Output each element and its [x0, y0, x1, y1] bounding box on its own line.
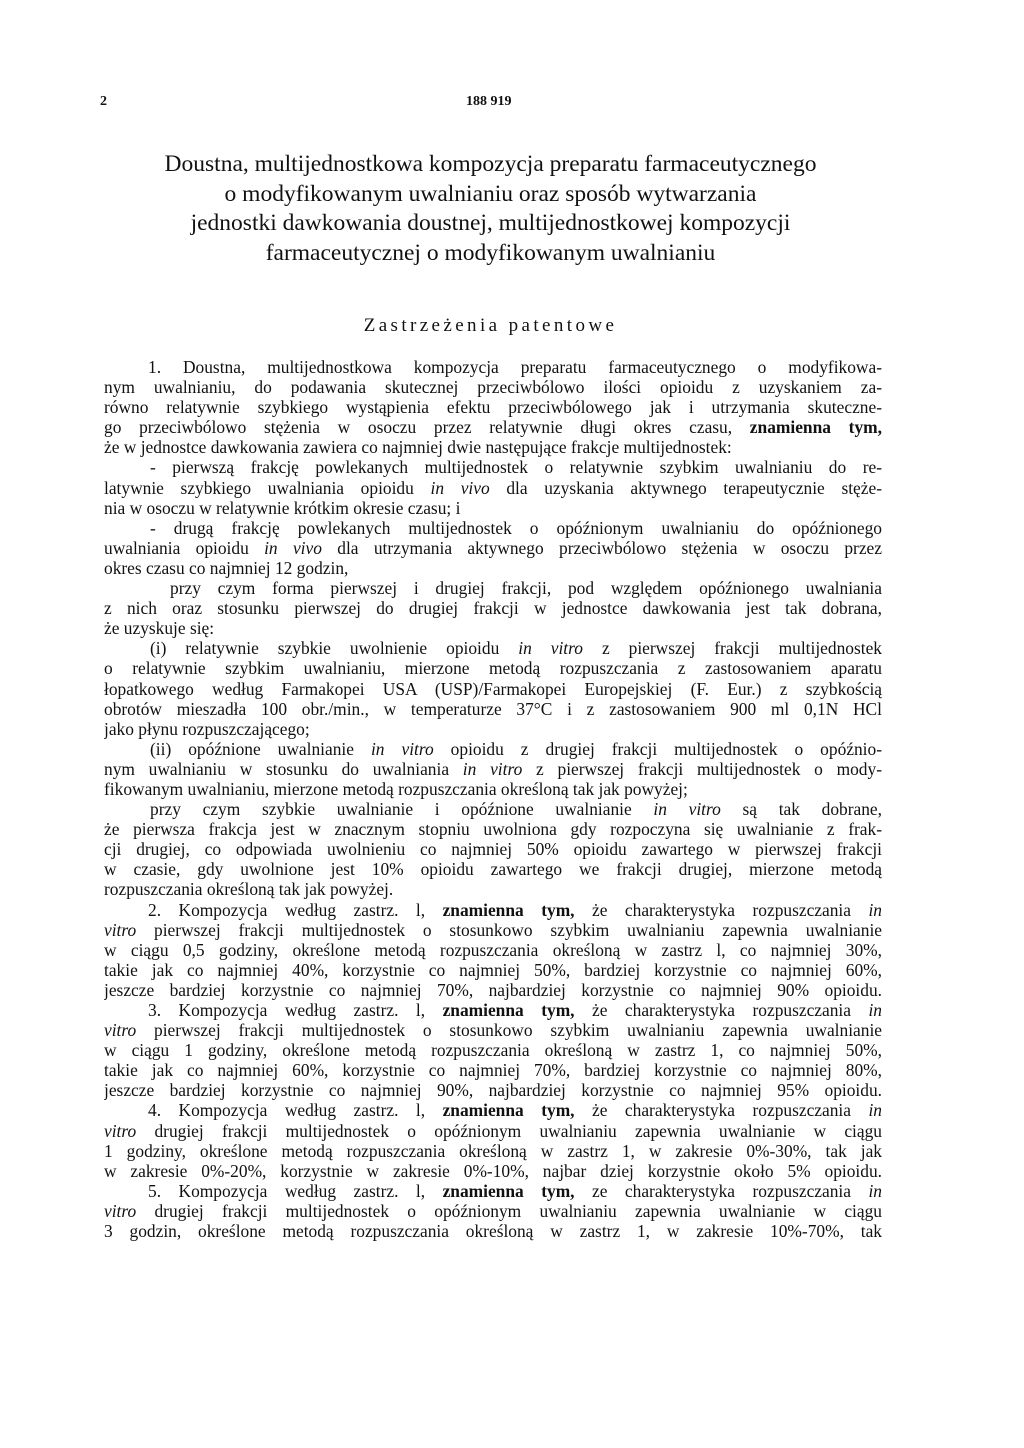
text-line: rozpuszczania określoną tak jak powyżej.	[104, 879, 394, 900]
text-line: vitro pierwszej frakcji multijednostek o stosunkowo szybkim uwalnianiu zapewnia uwalnianie	[104, 919, 882, 940]
text-line: o relatywnie szybkim uwalnianiu, mierzone metodą rozpuszczania z zastosowaniem aparatu	[104, 658, 882, 679]
text-line: obrotów mieszadła 100 obr./min., w temperaturze 37°C i z zastosowaniem 900 ml 0,1N HCl	[104, 698, 882, 719]
text-line: jeszcze bardziej korzystnie co najmniej 70%, najbardziej korzystnie co najmniej 90% opioidu.	[104, 979, 882, 1000]
text-line: w ciągu 1 godziny, określone metodą rozpuszczania określoną w zastrz 1, co najmniej 50%,	[104, 1040, 882, 1061]
title-line: farmaceutycznej o modyfikowanym uwalnianiu	[265, 239, 716, 266]
text-line: 3. Kompozycja według zastrz. l, znamienna tym, że charakterystyka rozpuszczania in	[148, 1000, 882, 1020]
text-line: vitro drugiej frakcji multijednostek o opóźnionym uwalnianiu zapewnia uwalnianie w ciągu	[104, 1120, 882, 1141]
claims-body	[104, 357, 882, 1241]
text-line: nia w osoczu w relatywnie krótkim okresie czasu; i	[104, 497, 461, 518]
text-line: że pierwsza frakcja jest w znacznym stopniu uwolniona gdy rozpoczyna się uwalnianie z frak-	[104, 819, 882, 840]
text-line: cji drugiej, co odpowiada uwolnieniu co najmniej 50% opioidu zawartego w pierwszej frakcji	[104, 839, 882, 860]
patent-number: 188 919	[466, 94, 512, 109]
title-line: o modyfikowanym uwalnianiu oraz sposób wytwarzania	[224, 180, 757, 207]
text-line: uwalniania opioidu in vivo dla utrzymania aktywnego przeciwbólowo stężenia w osoczu przez	[104, 537, 882, 558]
text-line: równo relatywnie szybkiego wystąpienia efektu przeciwbólowego jak i utrzymania skuteczne-	[104, 397, 882, 418]
title-line: Doustna, multijednostkowa kompozycja preparatu farmaceutycznego	[164, 151, 817, 177]
text-line: że w jednostce dawkowania zawiera co najmniej dwie następujące frakcje multijednostek:	[104, 437, 732, 458]
text-line: łopatkowego według Farmakopei USA (USP)/Farmakopei Europejskiej (F. Eur.) z szybkością	[104, 678, 882, 699]
text-line: 5. Kompozycja według zastrz. l, znamienna tym, ze charakterystyka rozpuszczania in	[148, 1180, 882, 1201]
text-line: przy czym szybkie uwalnianie i opóźnione uwalnianie in vitro są tak dobrane,	[150, 799, 882, 820]
text-line: 2. Kompozycja według zastrz. l, znamienna tym, że charakterystyka rozpuszczania in	[148, 899, 882, 920]
text-line: że uzyskuje się:	[104, 618, 215, 639]
page-header	[100, 94, 880, 116]
text-line: go przeciwbólowo stężenia w osoczu przez relatywnie długi okres czasu, znamienna tym,	[104, 417, 882, 438]
text-line: vitro drugiej frakcji multijednostek o opóźnionym uwalnianiu zapewnia uwalnianie w ciągu	[104, 1200, 882, 1221]
text-line: takie jak co najmniej 40%, korzystnie co najmniej 50%, bardziej korzystnie co najmniej 60%,	[104, 959, 882, 980]
text-line: fikowanym uwalnianiu, mierzone metodą rozpuszczania określoną tak jak powyżej;	[104, 778, 688, 799]
text-line: vitro pierwszej frakcji multijednostek o stosunkowo szybkim uwalnianiu zapewnia uwalnianie	[104, 1020, 882, 1041]
text-line: - pierwszą frakcję powlekanych multijednostek o relatywnie szybkim uwalnianiu do re-	[150, 457, 882, 478]
text-line: okres czasu co najmniej 12 godzin,	[104, 557, 349, 578]
text-line: w czasie, gdy uwolnione jest 10% opioidu zawartego we frakcji drugiej, mierzone metodą	[104, 859, 882, 880]
text-line: z nich oraz stosunku pierwszej do drugiej frakcji w jednostce dawkowania jest tak dobrana,	[104, 598, 882, 619]
text-line: 4. Kompozycja według zastrz. l, znamienna tym, że charakterystyka rozpuszczania in	[148, 1100, 882, 1121]
text-line: przy czym forma pierwszej i drugiej frakcji, pod względem opóźnionego uwalniania	[170, 578, 882, 599]
text-line: 3 godzin, określone metodą rozpuszczania określoną w zastrz 1, w zakresie 10%-70%, tak	[104, 1221, 882, 1242]
page-number: 2	[100, 94, 107, 109]
text-line: jako płynu rozpuszczającego;	[104, 718, 310, 739]
text-line: w ciągu 0,5 godziny, określone metodą rozpuszczania określoną w zastrz l, co najmniej 30%,	[104, 939, 882, 960]
text-line: latywnie szybkiego uwalniania opioidu in vivo dla uzyskania aktywnego terapeutycznie stęże-	[104, 477, 882, 498]
claims-heading: Zastrzeżenia patentowe	[363, 315, 618, 336]
text-line: 1. Doustna, multijednostkowa kompozycja preparatu farmaceutycznego o modyfikowa-	[148, 357, 882, 377]
text-line: nym uwalnianiu, do podawania skutecznej przeciwbólowo ilości opioidu z uzyskaniem za-	[104, 377, 882, 398]
title-line: jednostki dawkowania doustnej, multijednostkowej kompozycji	[190, 210, 791, 236]
text-line: (i) relatywnie szybkie uwolnienie opioidu in vitro z pierwszej frakcji multijednostek	[150, 638, 882, 659]
text-line: jeszcze bardziej korzystnie co najmniej 90%, najbardziej korzystnie co najmniej 95% opioidu.	[104, 1080, 882, 1101]
text-line: takie jak co najmniej 60%, korzystnie co najmniej 70%, bardziej korzystnie co najmniej 80%,	[104, 1060, 882, 1081]
text-line: w zakresie 0%-20%, korzystnie w zakresie 0%-10%, najbar dziej korzystnie około 5% opioidu.	[104, 1160, 882, 1181]
document-title	[100, 150, 881, 268]
text-line: nym uwalnianiu w stosunku do uwalniania in vitro z pierwszej frakcji multijednostek o mody-	[104, 758, 882, 779]
text-line: (ii) opóźnione uwalnianie in vitro opioidu z drugiej frakcji multijednostek o opóźnio-	[150, 738, 882, 759]
text-line: 1 godziny, określone metodą rozpuszczania określoną w zastrz 1, w zakresie 0%-30%, tak jak	[104, 1140, 882, 1161]
text-line: - drugą frakcję powlekanych multijednostek o opóźnionym uwalnianiu do opóźnionego	[150, 517, 882, 538]
